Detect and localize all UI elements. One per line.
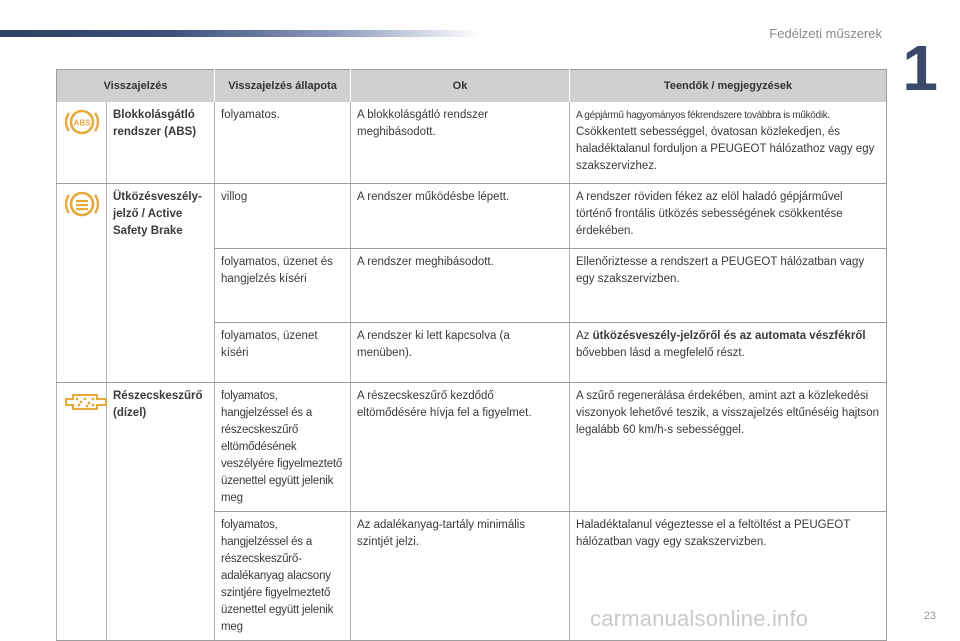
indicator-cause: A rendszer ki lett kapcsolva (a menüben). [351, 322, 570, 382]
collision-warning-icon [65, 189, 99, 219]
indicator-cause: A rendszer meghibásodott. [351, 248, 570, 322]
indicator-name: Ütközésveszély-jelző / Active Safety Brake [107, 183, 215, 382]
abs-icon-cell [57, 102, 107, 183]
indicator-cause: Az adalékanyag-tartály minimális szintjét jelzi. [351, 511, 570, 640]
table-row [57, 102, 887, 183]
indicator-state: folyamatos, hangjelzéssel és a részecskeszűrő eltömődésének veszélyére figyelmeztető üzenettel együtt jelenik meg [215, 382, 351, 511]
indicator-state: folyamatos, üzenet kíséri [215, 322, 351, 382]
indicator-cause: A részecskeszűrő kezdődő eltömődésére hívja fel a figyelmet. [351, 382, 570, 511]
header-accent-bar [0, 30, 480, 37]
indicator-action [570, 102, 887, 183]
action-reference: ütközésveszély-jelzőről és az automata vészfékről [592, 329, 866, 342]
svg-text:ABS: ABS [73, 118, 90, 128]
table-row [57, 183, 887, 248]
indicator-action [570, 322, 887, 382]
indicator-action: Ellenőriztesse a rendszert a PEUGEOT hálózatban vagy egy szakszervizben. [570, 248, 887, 322]
section-title: Fedélzeti műszerek [769, 26, 882, 41]
table-row [57, 382, 887, 511]
dpf-icon-cell [57, 382, 107, 640]
action-text: Csökkentett sebességgel, óvatosan közlekedjen, és haladéktalanul forduljon a PEUGEOT hálózathoz vagy egy szakszervizhez. [576, 126, 875, 172]
indicator-action: A szűrő regenerálása érdekében, amint azt a közlekedési viszonyok lehetővé teszik, a visszajelzés eltűnéséig hajtson legalább 60 km/h-s sebességgel. [570, 382, 887, 511]
column-header-state: Visszajelzés állapota [215, 70, 351, 103]
page-number: 23 [923, 610, 936, 622]
particle-filter-icon [63, 388, 109, 416]
indicator-state: folyamatos, hangjelzéssel és a részecskeszűrő-adalékanyag alacsony szintjére figyelmeztető üzenettel együtt jelenik meg [215, 511, 351, 640]
warning-lights-table [56, 69, 887, 641]
watermark: carmanualsonline.info [590, 606, 809, 631]
indicator-state: folyamatos. [215, 102, 351, 183]
indicator-action: Haladéktalanul végeztesse el a feltöltést a PEUGEOT hálózatban vagy egy szakszervizben. [570, 511, 887, 640]
indicator-state: villog [215, 183, 351, 248]
indicator-cause: A rendszer működésbe lépett. [351, 183, 570, 248]
table-header-row [57, 70, 887, 103]
indicator-action: A rendszer röviden fékez az elöl haladó gépjárművel történő frontális ütközés sebességének csökkentése érdekében. [570, 183, 887, 248]
abs-warning-icon [65, 107, 99, 137]
action-note: A gépjármű hagyományos fékrendszere továbbra is működik. [576, 110, 830, 121]
indicator-cause: A blokkolásgátló rendszer meghibásodott. [351, 102, 570, 183]
indicator-name: Részecskeszűrő (dízel) [107, 382, 215, 640]
asb-icon-cell [57, 183, 107, 382]
chapter-number: 1 [902, 32, 938, 104]
column-header-indicator: Visszajelzés [57, 70, 215, 103]
indicator-name: Blokkolásgátló rendszer (ABS) [107, 102, 215, 183]
column-header-cause: Ok [351, 70, 570, 103]
indicator-state: folyamatos, üzenet és hangjelzés kíséri [215, 248, 351, 322]
action-prefix: Az [576, 329, 593, 342]
action-suffix: bővebben lásd a megfelelő részt. [576, 346, 745, 359]
column-header-action: Teendők / megjegyzések [570, 70, 887, 103]
